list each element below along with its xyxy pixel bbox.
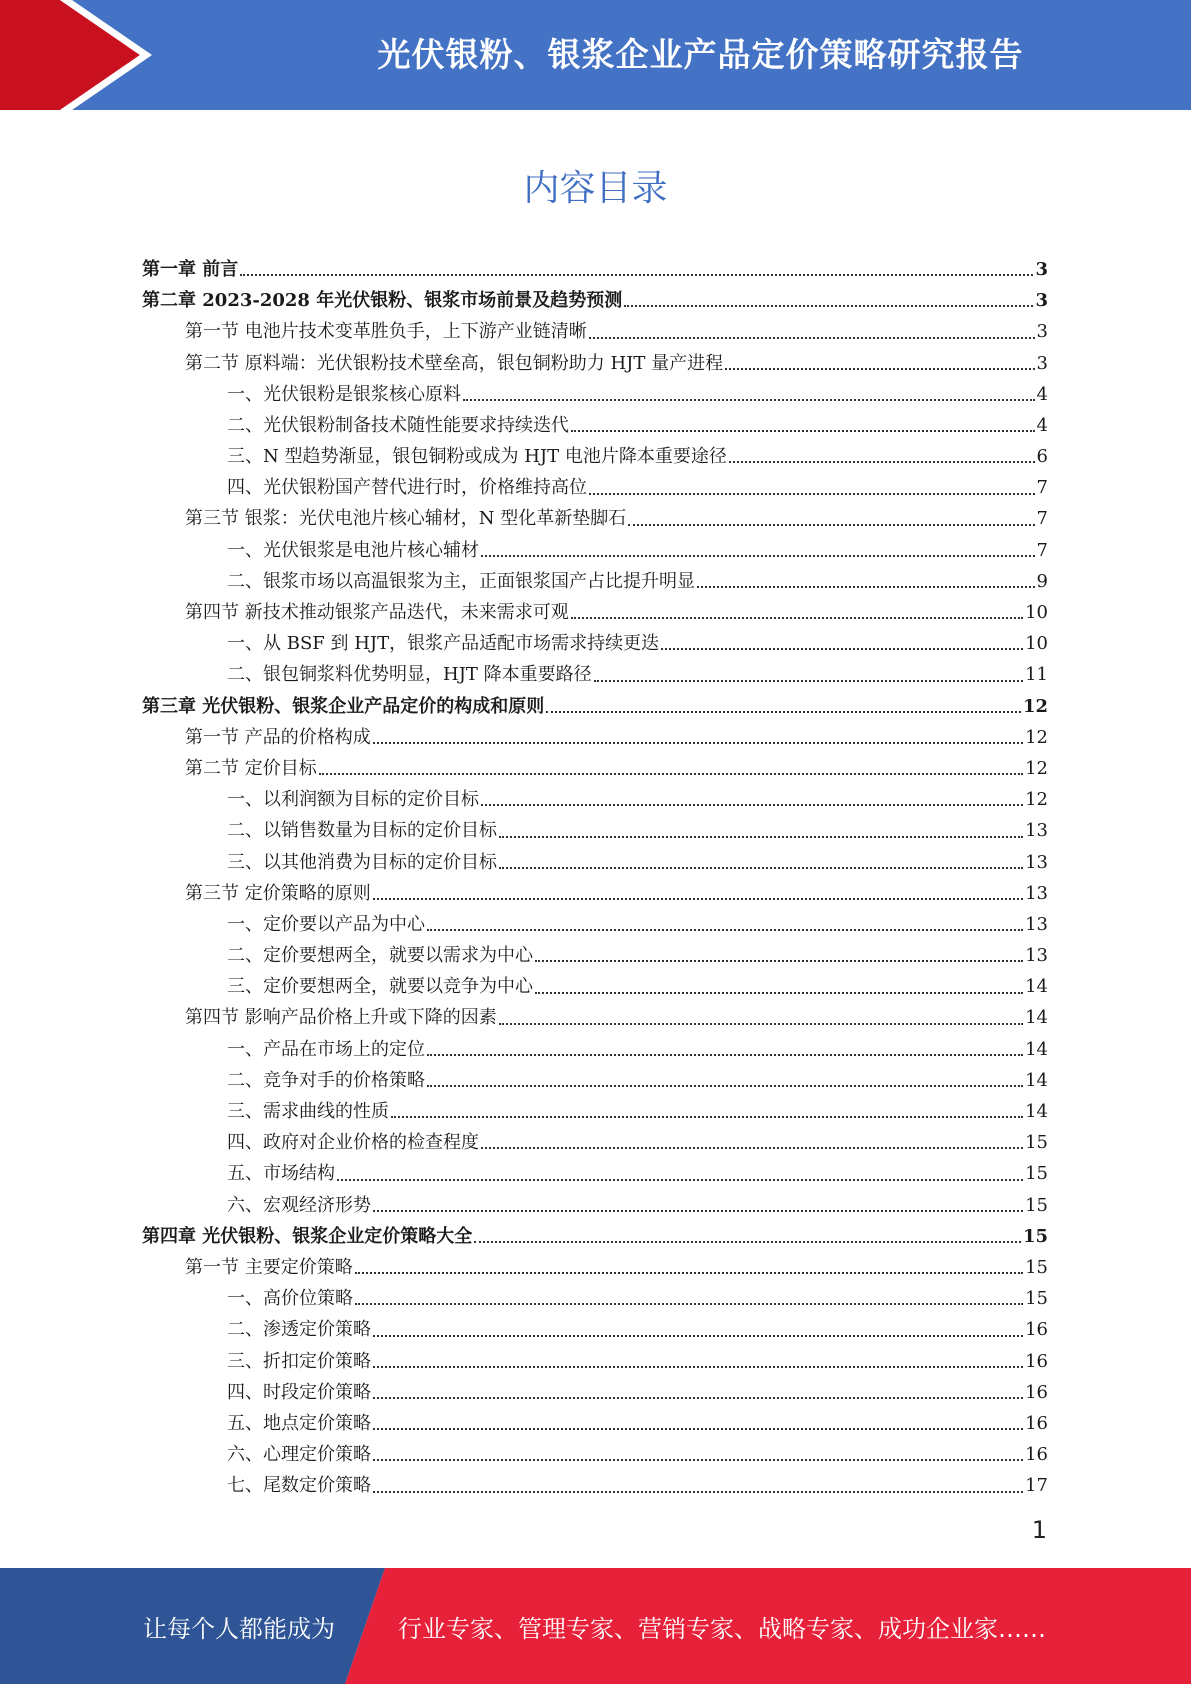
toc-entry-page: 3: [1036, 352, 1048, 374]
toc-leader-dots: [391, 1116, 1023, 1118]
toc-entry-page: 12: [1025, 789, 1048, 811]
toc-leader-dots: [481, 804, 1023, 806]
toc-entry[interactable]: [142, 1283, 1048, 1314]
toc-entry-page: 16: [1025, 1319, 1048, 1341]
toc-entry-label: 第一节 主要定价策略: [185, 1256, 353, 1278]
toc-entry-page: 15: [1025, 1132, 1048, 1154]
toc-entry-page: 7: [1036, 539, 1048, 561]
toc-leader-dots: [594, 680, 1023, 682]
toc-entry[interactable]: [142, 1470, 1048, 1501]
toc-entry[interactable]: [142, 691, 1048, 722]
toc-leader-dots: [535, 992, 1023, 994]
toc-leader-dots: [427, 1054, 1023, 1056]
toc-entry[interactable]: [142, 566, 1048, 597]
report-title: 光伏银粉、银浆企业产品定价策略研究报告: [377, 35, 1024, 74]
toc-leader-dots: [499, 836, 1023, 838]
toc-entry[interactable]: [142, 1065, 1048, 1096]
toc-leader-dots: [624, 305, 1033, 307]
toc-leader-dots: [373, 1491, 1023, 1493]
toc-leader-dots: [427, 1085, 1023, 1087]
toc-entry[interactable]: [142, 1221, 1048, 1252]
toc-entry-label: 二、渗透定价策略: [227, 1319, 371, 1341]
toc-entry[interactable]: [142, 878, 1048, 909]
toc-entry-page: 14: [1025, 1038, 1048, 1060]
table-of-contents: [142, 254, 1048, 1502]
toc-entry-label: 一、以利润额为目标的定价目标: [227, 789, 479, 811]
toc-leader-dots: [373, 1335, 1023, 1337]
toc-leader-dots: [499, 1023, 1023, 1025]
toc-entry[interactable]: [142, 1190, 1048, 1221]
toc-entry-page: 16: [1025, 1381, 1048, 1403]
toc-entry-label: 二、定价要想两全，就要以需求为中心: [227, 945, 533, 967]
toc-entry[interactable]: [142, 472, 1048, 503]
toc-entry-label: 三、N 型趋势渐显，银包铜粉或成为 HJT 电池片降本重要途径: [227, 446, 727, 468]
toc-entry-page: 11: [1025, 664, 1048, 686]
toc-entry[interactable]: [142, 1439, 1048, 1470]
toc-entry-page: 16: [1025, 1444, 1048, 1466]
toc-entry[interactable]: [142, 1003, 1048, 1034]
toc-leader-dots: [373, 742, 1023, 744]
toc-entry-label: 二、光伏银粉制备技术随性能要求持续迭代: [227, 414, 569, 436]
toc-entry-page: 15: [1025, 1163, 1048, 1185]
toc-leader-dots: [697, 586, 1035, 588]
toc-entry-label: 六、心理定价策略: [227, 1444, 371, 1466]
toc-leader-dots: [481, 555, 1035, 557]
page-header: [0, 0, 1191, 110]
toc-entry-page: 14: [1025, 1101, 1048, 1123]
toc-entry-page: 10: [1025, 633, 1048, 655]
toc-entry[interactable]: [142, 1377, 1048, 1408]
toc-leader-dots: [481, 1147, 1023, 1149]
toc-leader-dots: [589, 337, 1035, 339]
toc-entry-page: 4: [1036, 414, 1048, 436]
toc-entry-label: 一、光伏银粉是银浆核心原料: [227, 383, 461, 405]
toc-leader-dots: [546, 711, 1021, 713]
toc-entry[interactable]: [142, 1127, 1048, 1158]
toc-entry-page: 16: [1025, 1412, 1048, 1434]
toc-entry-label: 三、以其他消费为目标的定价目标: [227, 851, 497, 873]
toc-entry-label: 第二章 2023-2028 年光伏银粉、银浆市场前景及趋势预测: [142, 290, 623, 312]
toc-entry-label: 四、光伏银粉国产替代进行时，价格维持高位: [227, 477, 587, 499]
toc-entry[interactable]: [142, 1158, 1048, 1189]
toc-entry[interactable]: [142, 847, 1048, 878]
toc-entry-label: 一、定价要以产品为中心: [227, 913, 425, 935]
toc-entry-label: 二、以销售数量为目标的定价目标: [227, 820, 497, 842]
toc-leader-dots: [355, 1272, 1023, 1274]
toc-entry-label: 第四章 光伏银粉、银浆企业定价策略大全: [142, 1225, 473, 1247]
toc-entry-page: 14: [1025, 1069, 1048, 1091]
toc-leader-dots: [499, 867, 1023, 869]
toc-entry-page: 12: [1022, 695, 1048, 717]
toc-entry[interactable]: [142, 348, 1048, 379]
toc-entry-page: 3: [1035, 258, 1048, 280]
footer-slogan-left: 让每个人都能成为: [143, 1614, 335, 1643]
toc-entry-label: 一、从 BSF 到 HJT，银浆产品适配市场需求持续更迭: [227, 633, 660, 655]
toc-entry-label: 二、竞争对手的价格策略: [227, 1069, 425, 1091]
toc-entry-label: 六、宏观经济形势: [227, 1194, 371, 1216]
toc-entry-page: 17: [1025, 1475, 1048, 1497]
toc-entry-label: 五、市场结构: [227, 1163, 335, 1185]
toc-leader-dots: [628, 524, 1034, 526]
toc-entry-page: 10: [1025, 602, 1048, 624]
toc-entry[interactable]: [142, 535, 1048, 566]
toc-leader-dots: [535, 960, 1023, 962]
toc-entry-page: 12: [1025, 726, 1048, 748]
toc-leader-dots: [319, 773, 1023, 775]
toc-entry-label: 第三节 银浆：光伏电池片核心辅材，N 型化革新垫脚石: [185, 508, 627, 530]
toc-entry-page: 4: [1036, 383, 1048, 405]
toc-entry[interactable]: [142, 1314, 1048, 1345]
toc-entry-page: 6: [1036, 446, 1048, 468]
toc-entry[interactable]: [142, 722, 1048, 753]
toc-entry[interactable]: [142, 410, 1048, 441]
toc-entry-label: 一、光伏银浆是电池片核心辅材: [227, 539, 479, 561]
toc-entry-label: 第一节 电池片技术变革胜负手，上下游产业链清晰: [185, 321, 587, 343]
toc-entry-label: 第四节 影响产品价格上升或下降的因素: [185, 1007, 497, 1029]
toc-entry-page: 9: [1036, 570, 1048, 592]
toc-entry-page: 3: [1036, 321, 1048, 343]
toc-entry[interactable]: [142, 659, 1048, 690]
toc-entry-page: 15: [1025, 1194, 1048, 1216]
toc-entry-page: 15: [1025, 1256, 1048, 1278]
toc-entry[interactable]: [142, 628, 1048, 659]
toc-leader-dots: [427, 929, 1023, 931]
toc-entry-label: 一、高价位策略: [227, 1288, 353, 1310]
toc-entry-page: 7: [1036, 477, 1048, 499]
toc-entry-label: 五、地点定价策略: [227, 1412, 371, 1434]
page-number: 1: [1031, 1516, 1047, 1544]
toc-leader-dots: [240, 274, 1033, 276]
toc-entry-page: 13: [1025, 945, 1048, 967]
toc-entry-page: 15: [1022, 1225, 1048, 1247]
toc-entry-label: 第一章 前言: [142, 258, 239, 280]
toc-leader-dots: [661, 648, 1023, 650]
toc-leader-dots: [463, 399, 1035, 401]
toc-leader-dots: [571, 617, 1023, 619]
toc-entry-page: 7: [1036, 508, 1048, 530]
toc-entry[interactable]: [142, 1034, 1048, 1065]
toc-entry-page: 13: [1025, 851, 1048, 873]
toc-leader-dots: [729, 461, 1035, 463]
toc-entry-label: 三、需求曲线的性质: [227, 1101, 389, 1123]
toc-entry-label: 第四节 新技术推动银浆产品迭代，未来需求可观: [185, 602, 569, 624]
toc-leader-dots: [355, 1303, 1023, 1305]
toc-entry[interactable]: [142, 753, 1048, 784]
toc-entry[interactable]: [142, 285, 1048, 316]
page-footer: [0, 1568, 1191, 1684]
footer-slogan-right: 行业专家、管理专家、营销专家、战略专家、成功企业家……: [398, 1614, 1046, 1643]
toc-entry-label: 一、产品在市场上的定位: [227, 1038, 425, 1060]
toc-leader-dots: [725, 368, 1034, 370]
toc-heading: 内容目录: [523, 168, 668, 209]
toc-entry[interactable]: [142, 1408, 1048, 1439]
toc-entry-label: 第二节 定价目标: [185, 757, 317, 779]
toc-entry[interactable]: [142, 1252, 1048, 1283]
toc-entry[interactable]: [142, 815, 1048, 846]
toc-entry[interactable]: [142, 504, 1048, 535]
toc-entry[interactable]: [142, 254, 1048, 285]
toc-leader-dots: [589, 493, 1035, 495]
toc-entry-page: 12: [1025, 757, 1048, 779]
toc-entry-page: 3: [1035, 290, 1048, 312]
toc-entry[interactable]: [142, 379, 1048, 410]
toc-entry-label: 七、尾数定价策略: [227, 1475, 371, 1497]
toc-entry-page: 13: [1025, 882, 1048, 904]
toc-entry[interactable]: [142, 784, 1048, 815]
toc-entry[interactable]: [142, 909, 1048, 940]
toc-entry[interactable]: [142, 597, 1048, 628]
toc-leader-dots: [373, 1428, 1023, 1430]
toc-leader-dots: [571, 430, 1035, 432]
toc-entry-label: 四、时段定价策略: [227, 1381, 371, 1403]
toc-leader-dots: [373, 1366, 1023, 1368]
toc-leader-dots: [373, 1459, 1023, 1461]
toc-entry-page: 16: [1025, 1350, 1048, 1372]
toc-leader-dots: [474, 1241, 1021, 1243]
toc-entry-label: 二、银浆市场以高温银浆为主，正面银浆国产占比提升明显: [227, 570, 695, 592]
toc-entry-label: 第二节 原料端：光伏银粉技术壁垒高，银包铜粉助力 HJT 量产进程: [185, 352, 724, 374]
toc-entry-label: 三、折扣定价策略: [227, 1350, 371, 1372]
toc-entry[interactable]: [142, 1096, 1048, 1127]
toc-entry[interactable]: [142, 940, 1048, 971]
toc-entry-page: 13: [1025, 913, 1048, 935]
toc-entry-label: 第三节 定价策略的原则: [185, 882, 371, 904]
toc-entry-label: 三、定价要想两全，就要以竞争为中心: [227, 976, 533, 998]
toc-leader-dots: [373, 1397, 1023, 1399]
toc-entry-page: 13: [1025, 820, 1048, 842]
toc-entry-label: 二、银包铜浆料优势明显，HJT 降本重要路径: [227, 664, 592, 686]
toc-entry-page: 14: [1025, 1007, 1048, 1029]
toc-entry[interactable]: [142, 971, 1048, 1002]
toc-entry[interactable]: [142, 1346, 1048, 1377]
toc-entry-page: 14: [1025, 976, 1048, 998]
toc-entry-label: 四、政府对企业价格的检查程度: [227, 1132, 479, 1154]
toc-leader-dots: [373, 1210, 1023, 1212]
toc-entry-page: 15: [1025, 1288, 1048, 1310]
toc-entry[interactable]: [142, 316, 1048, 347]
toc-entry-label: 第三章 光伏银粉、银浆企业产品定价的构成和原则: [142, 695, 545, 717]
toc-entry[interactable]: [142, 441, 1048, 472]
toc-entry-label: 第一节 产品的价格构成: [185, 726, 371, 748]
toc-leader-dots: [373, 898, 1023, 900]
toc-leader-dots: [337, 1179, 1023, 1181]
